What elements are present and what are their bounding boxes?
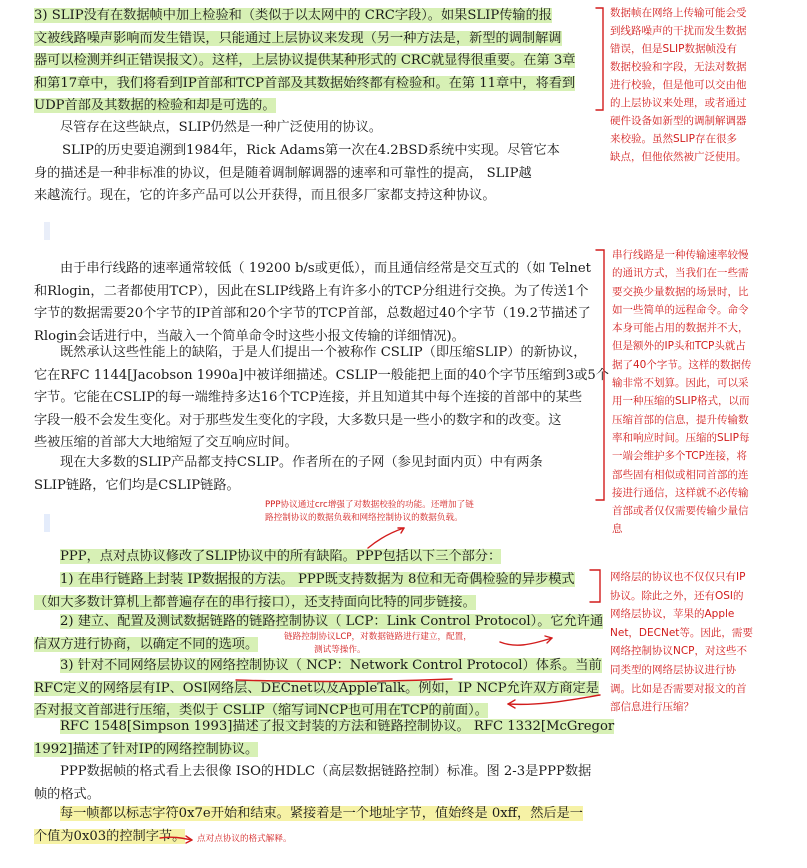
note-line: 协议。除此之外，还有OSI的 — [610, 589, 744, 602]
note-line: 硬件设备如新型的调制解调器 — [610, 115, 747, 127]
note-line: PPP协议通过crc增强了对数据校验的功能。还增加了链 — [265, 500, 474, 510]
note-line: 的通讯方式，当我们在一些需 — [612, 267, 749, 280]
note-line: 网络层的协议也不仅仅只有IP — [610, 571, 746, 583]
text-line: （如大多数计算机上都普遍存在的串行接口），还支持面向比特的同步链接。 — [34, 594, 476, 610]
note-line: 网络控制协议NCP，对这些不 — [610, 645, 748, 658]
note-line: 率和响应时间。压缩的SLIP每 — [612, 431, 750, 444]
note-line: 来校验。虽然SLIP存在很多 — [610, 133, 737, 145]
text-line: 1) 在串行链路上封装 IP数据报的方法。 PPP既支持数据为 8位和无奇偶检验的异步模式 — [60, 572, 575, 587]
note-line: 压缩首部的信息，提升传输数 — [612, 413, 749, 426]
note-line: 首部或者仅仅需要传输少量信 — [612, 505, 749, 518]
text-line: Rlogin会话进行中，当敲入一个简单命令时这些小报文传输的详细情况)。 — [34, 328, 465, 344]
text-line: 信双方进行协商，以确定不同的选项。 — [34, 636, 259, 652]
note-line: 输非常不划算。因此，可以采 — [612, 377, 749, 390]
note-line: 一端会维护多个TCP连接，将 — [612, 450, 747, 463]
note-line: 错误，但是SLIP数据帧没有 — [610, 43, 737, 55]
note-line: 测试等操作。 — [314, 645, 366, 655]
text-line: UDP首部及其数据的检验和却是可选的。 — [34, 98, 276, 114]
arrow-mark — [508, 695, 600, 704]
underline-mark — [236, 679, 452, 681]
note-line: 接进行通信，这样就不必传输 — [612, 486, 749, 499]
note-line: 息 — [612, 523, 623, 536]
text-line: 个值为0x03的控制字节。 — [34, 828, 186, 844]
text-line: 器可以检测并纠正错误报文）。这样，上层协议提供某种形式的 CRC就显得很重要。在第 3章 — [34, 53, 576, 69]
text-line: 3) SLIP没有在数据帧中加上检验和（类似于以太网中的 CRC字段）。如果SLIP传输的报 — [34, 8, 552, 23]
note-line: 数据校验和字段，无法对数据 — [610, 61, 747, 73]
note-line: 链路控制协议LCP，对数据链路进行建立，配置， — [284, 632, 472, 642]
text-line: 些被压缩的首部大大地缩短了交互响应时间。 — [34, 435, 298, 451]
text-line: 文被线路噪声影响而发生错误，只能通过上层协议来发现（另一种方法是，新型的调制解调 — [34, 30, 562, 46]
note-line: 调。比如是否需要对报文的首 — [610, 682, 747, 695]
note-line: 网络层协议，苹果的Apple — [610, 608, 735, 621]
bracket-mark — [590, 570, 600, 602]
note-line: 串行线路是一种传输速率较慢 — [612, 249, 749, 261]
note-line: 要交换少量数据的场景时，比 — [612, 285, 749, 298]
text-line: 1992]描述了针对IP的网络控制协议。 — [34, 741, 259, 757]
text-line: 每一帧都以标志字符0x7e开始和结束。紧接着是一个地址字节，值始终是 0xff，然后是一 — [60, 806, 583, 821]
text-line: 由于串行线路的速率通常较低（ 19200 b/s或更低），而且通信经常是交互式的（如 Telnet — [60, 261, 591, 276]
text-line: SLIP链路，它们均是CSLIP链路。 — [34, 477, 240, 493]
text-line: 帧的格式。 — [34, 786, 100, 802]
arrow-mark — [500, 638, 552, 645]
note-line: 但是额外的IP头和TCP头就占 — [612, 340, 746, 353]
note-line: 用一种压缩的SLIP格式，以而 — [612, 395, 750, 408]
text-line: 字节的数据需要20个字节的IP首部和20个字节的TCP首部，总数超过40个字节（19.2节描述了 — [34, 306, 591, 322]
text-line: 现在大多数的SLIP产品都支持CSLIP。作者所在的子网（参见封面内页）中有两条 — [60, 455, 543, 470]
text-line: SLIP的历史要追溯到1984年，Rick Adams第一次在4.2BSD系统中实现。尽管它本 — [62, 143, 560, 158]
note-line: 如一些简单的远程命令。命令 — [612, 303, 749, 316]
text-line: 既然承认这些性能上的缺陷，于是人们提出一个被称作 CSLIP（即压缩SLIP）的新协议， — [60, 345, 587, 360]
note-line: 的上层协议来处理，或者通过 — [610, 97, 747, 109]
text-line: 和Rlogin，二者都使用TCP），因此在SLIP线路上有许多小的TCP分组进行交换。为了传送1个 — [34, 283, 589, 299]
text-line: 3) 针对不同网络层协议的网络控制协议（ NCP：Network Control Protocol）体系。当前 — [60, 658, 602, 673]
note-line: 据了40个字节。这样的数据传 — [612, 358, 752, 371]
note-line: Net，DECNet等。因此，需要 — [610, 626, 753, 639]
text-line: 尽管存在这些缺点，SLIP仍然是一种广泛使用的协议。 — [60, 120, 382, 135]
note-line: 同类型的网络层协议进行协 — [610, 663, 736, 676]
text-line: PPP数据帧的格式看上去很像 ISO的HDLC（高层数据链路控制）标准。图 2-3是PPP数据 — [60, 764, 592, 779]
note-line: 数据帧在网络上传输可能会受 — [610, 7, 747, 19]
note-line: 部些固有相似或相同首部的连 — [612, 468, 749, 481]
bracket-mark — [596, 250, 604, 500]
arrow-mark — [368, 528, 404, 548]
text-line: RFC定义的网络层有IP、OSI网络层、DECnet以及AppleTalk。例如，IP NCP允许双方商定是 — [34, 680, 599, 696]
note-line: 进行校验，但是他可以交由他 — [610, 79, 747, 91]
note-line: 路控制协议的数据负载和网络控制协议的数据负载。 — [265, 513, 463, 523]
text-line: 2) 建立、配置及测试数据链路的链路控制协议（ LCP：Link Control Protocol）。它允许通 — [60, 614, 604, 629]
text-line: 字段一般不会发生变化。对于那些发生变化的字段，大多数只是一些小的数字和的改变。这 — [34, 412, 562, 428]
note-line: 到线路噪声的干扰而发生数据 — [610, 25, 747, 37]
margin-note-format: 点对点协议的格式解释。 — [197, 834, 292, 844]
text-line: 它在RFC 1144[Jacobson 1990a]中被详细描述。CSLIP一般能把上面的40个字节压缩到3或5个 — [34, 367, 609, 383]
text-line: RFC 1548[Simpson 1993]描述了报文封装的方法和链路控制协议。 RFC 1332[McGregor — [60, 719, 615, 734]
note-line: 缺点，但他依然被广泛使用。 — [610, 151, 747, 163]
text-line: 身的描述是一种非标准的协议，但是随着调制解调器的速率和可靠性的提高， SLIP越 — [34, 165, 532, 181]
text-line: 否对报文首部进行压缩，类似于 CSLIP（缩写词NCP也可用在TCP的前面）。 — [34, 703, 488, 719]
text-line: PPP，点对点协议修改了SLIP协议中的所有缺陷。PPP包括以下三个部分： — [60, 549, 502, 564]
note-line: 本身可能占用的数据并不大， — [612, 322, 749, 335]
bracket-mark — [596, 8, 603, 110]
note-line: 部信息进行压缩？ — [610, 701, 694, 714]
text-line: 来越流行。现在，它的许多产品可以公开获得，而且很多厂家都支持这种协议。 — [34, 188, 496, 204]
text-line: 和第17章中，我们将看到IP首部和TCP首部及其数据始终都有检验和。在第 11章中，将看到 — [34, 75, 576, 91]
text-line: 字节。它能在CSLIP的每一端维持多达16个TCP连接，并且知道其中每个连接的首部中的某些 — [34, 390, 583, 406]
